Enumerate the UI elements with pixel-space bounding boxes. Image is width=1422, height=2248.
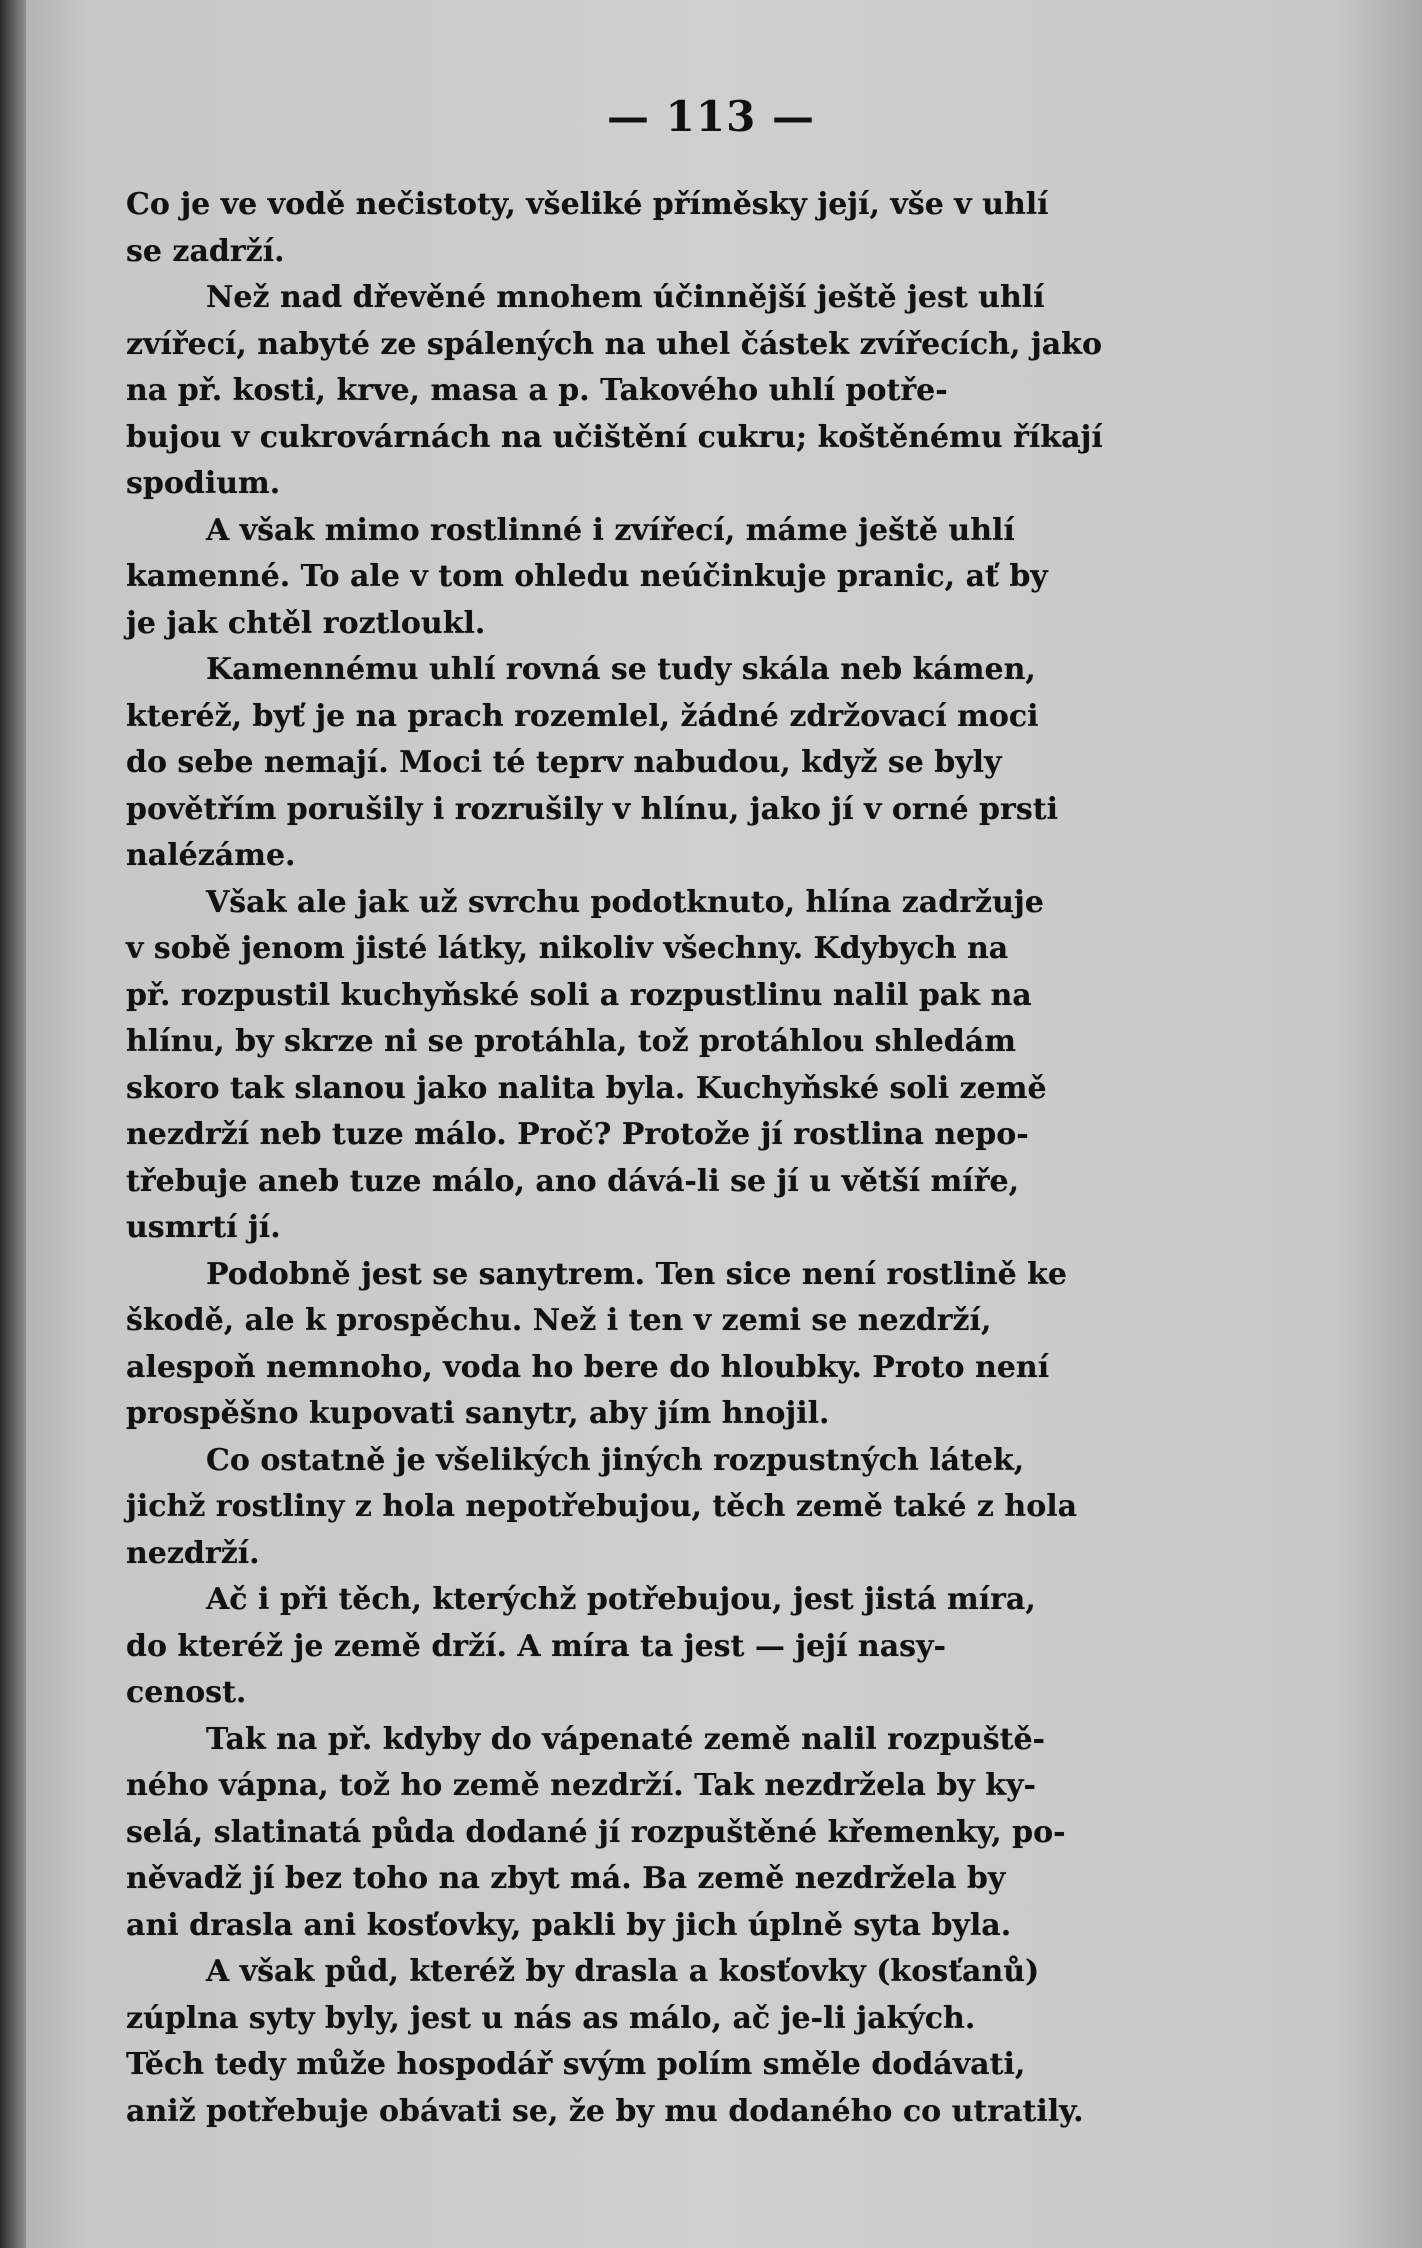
text-line: bujou v cukrovárnách na učištění cukru; koštěnému říkají [126,419,1103,455]
text-line: aniž potřebuje obávati se, že by mu dodaného co utratily. [126,2093,1084,2129]
text-line: usmrtí jí. [126,1210,281,1245]
text-line: A však mimo rostlinné i zvířecí, máme ještě uhlí [206,512,1015,548]
text-line: škodě, ale k prospěchu. Než i ten v zemi se nezdrží, [126,1303,992,1338]
text-line: spodium. [126,466,281,501]
text-line: třebuje aneb tuze málo, ano dává-li se jí u větší míře, [126,1163,1020,1199]
text-line: alespoň nemnoho, voda ho bere do hloubky. Proto není [126,1349,1050,1385]
text-line: nezdrží neb tuze málo. Proč? Protože jí rostlina nepo- [126,1117,1029,1152]
text-line: na př. kosti, krve, masa a p. Takového uhlí potře- [126,373,948,408]
text-line: v sobě jenom jisté látky, nikoliv všechny. Kdybych na [126,931,1009,966]
text-line: nalézáme. [126,838,296,873]
text-line: kteréž, byť je na prach rozemlel, žádné zdržovací moci [126,698,1039,734]
text-line: Než nad dřevěné mnohem účinnější ještě jest uhlí [206,280,1045,315]
page-body-text [126,182,1208,2135]
page-left-edge [0,0,26,2248]
text-line: zúplna syty byly, jest u nás as málo, ač je-li jakých. [126,2000,976,2036]
text-line: Co je ve vodě nečistoty, všeliké příměsky její, vše v uhlí [126,187,1049,222]
text-line: kamenné. To ale v tom ohledu neúčinkuje pranic, ať by [126,559,1048,594]
text-line: Tak na př. kdyby do vápenaté země nalil rozpuště- [206,1721,1045,1757]
text-line: ného vápna, tož ho země nezdrží. Tak nezdržela by ky- [126,1768,1036,1803]
text-line: Však ale jak už svrchu podotknuto, hlína zadržuje [206,884,1044,920]
text-line: hlínu, by skrze ni se protáhla, tož protáhlou shledám [126,1024,1016,1059]
text-line: jichž rostliny z hola nepotřebujou, těch země také z hola [126,1489,1078,1524]
text-line: něvadž jí bez toho na zbyt má. Ba země nezdržela by [126,1861,1006,1896]
text-line: se zadrží. [126,233,285,269]
text-line: prospěšno kupovati sanytr, aby jím hnojil. [126,1396,830,1431]
text-line: nezdrží. [126,1535,260,1571]
text-line: cenost. [126,1675,247,1710]
text-line: A však půd, kteréž by drasla a kosťovky (kosťanů) [206,1954,1040,1989]
text-line: do kteréž je země drží. A míra ta jest — její nasy- [126,1628,946,1664]
text-line: skoro tak slanou jako nalita byla. Kuchyňské soli země [126,1070,1047,1106]
text-line: Co ostatně je všelikých jiných rozpustných látek, [206,1442,1025,1478]
text-line: zvířecí, nabyté ze spálených na uhel částek zvířecích, jako [126,326,1102,362]
text-line: př. rozpustil kuchyňské soli a rozpustlinu nalil pak na [126,977,1032,1013]
text-line: je jak chtěl roztloukl. [126,605,486,641]
text-line: Ač i při těch, kterýchž potřebujou, jest jistá míra, [206,1582,1036,1617]
text-line: Podobně jest se sanytrem. Ten sice není rostlině ke [206,1256,1068,1292]
text-line: Těch tedy může hospodář svým polím směle dodávati, [126,2047,1026,2082]
text-line: povětřím porušily i rozrušily v hlínu, jako jí v orné prsti [126,791,1058,827]
text-line: selá, slatinatá půda dodané jí rozpuštěné křemenky, po- [126,1814,1066,1850]
text-line: ani drasla ani kosťovky, pakli by jich úplně syta byla. [126,1907,1012,1943]
text-line: Kamennému uhlí rovná se tudy skála neb kámen, [206,652,1036,687]
page-number: — 113 — [607,92,815,141]
text-line: do sebe nemají. Moci té teprv nabudou, když se byly [126,745,1002,780]
